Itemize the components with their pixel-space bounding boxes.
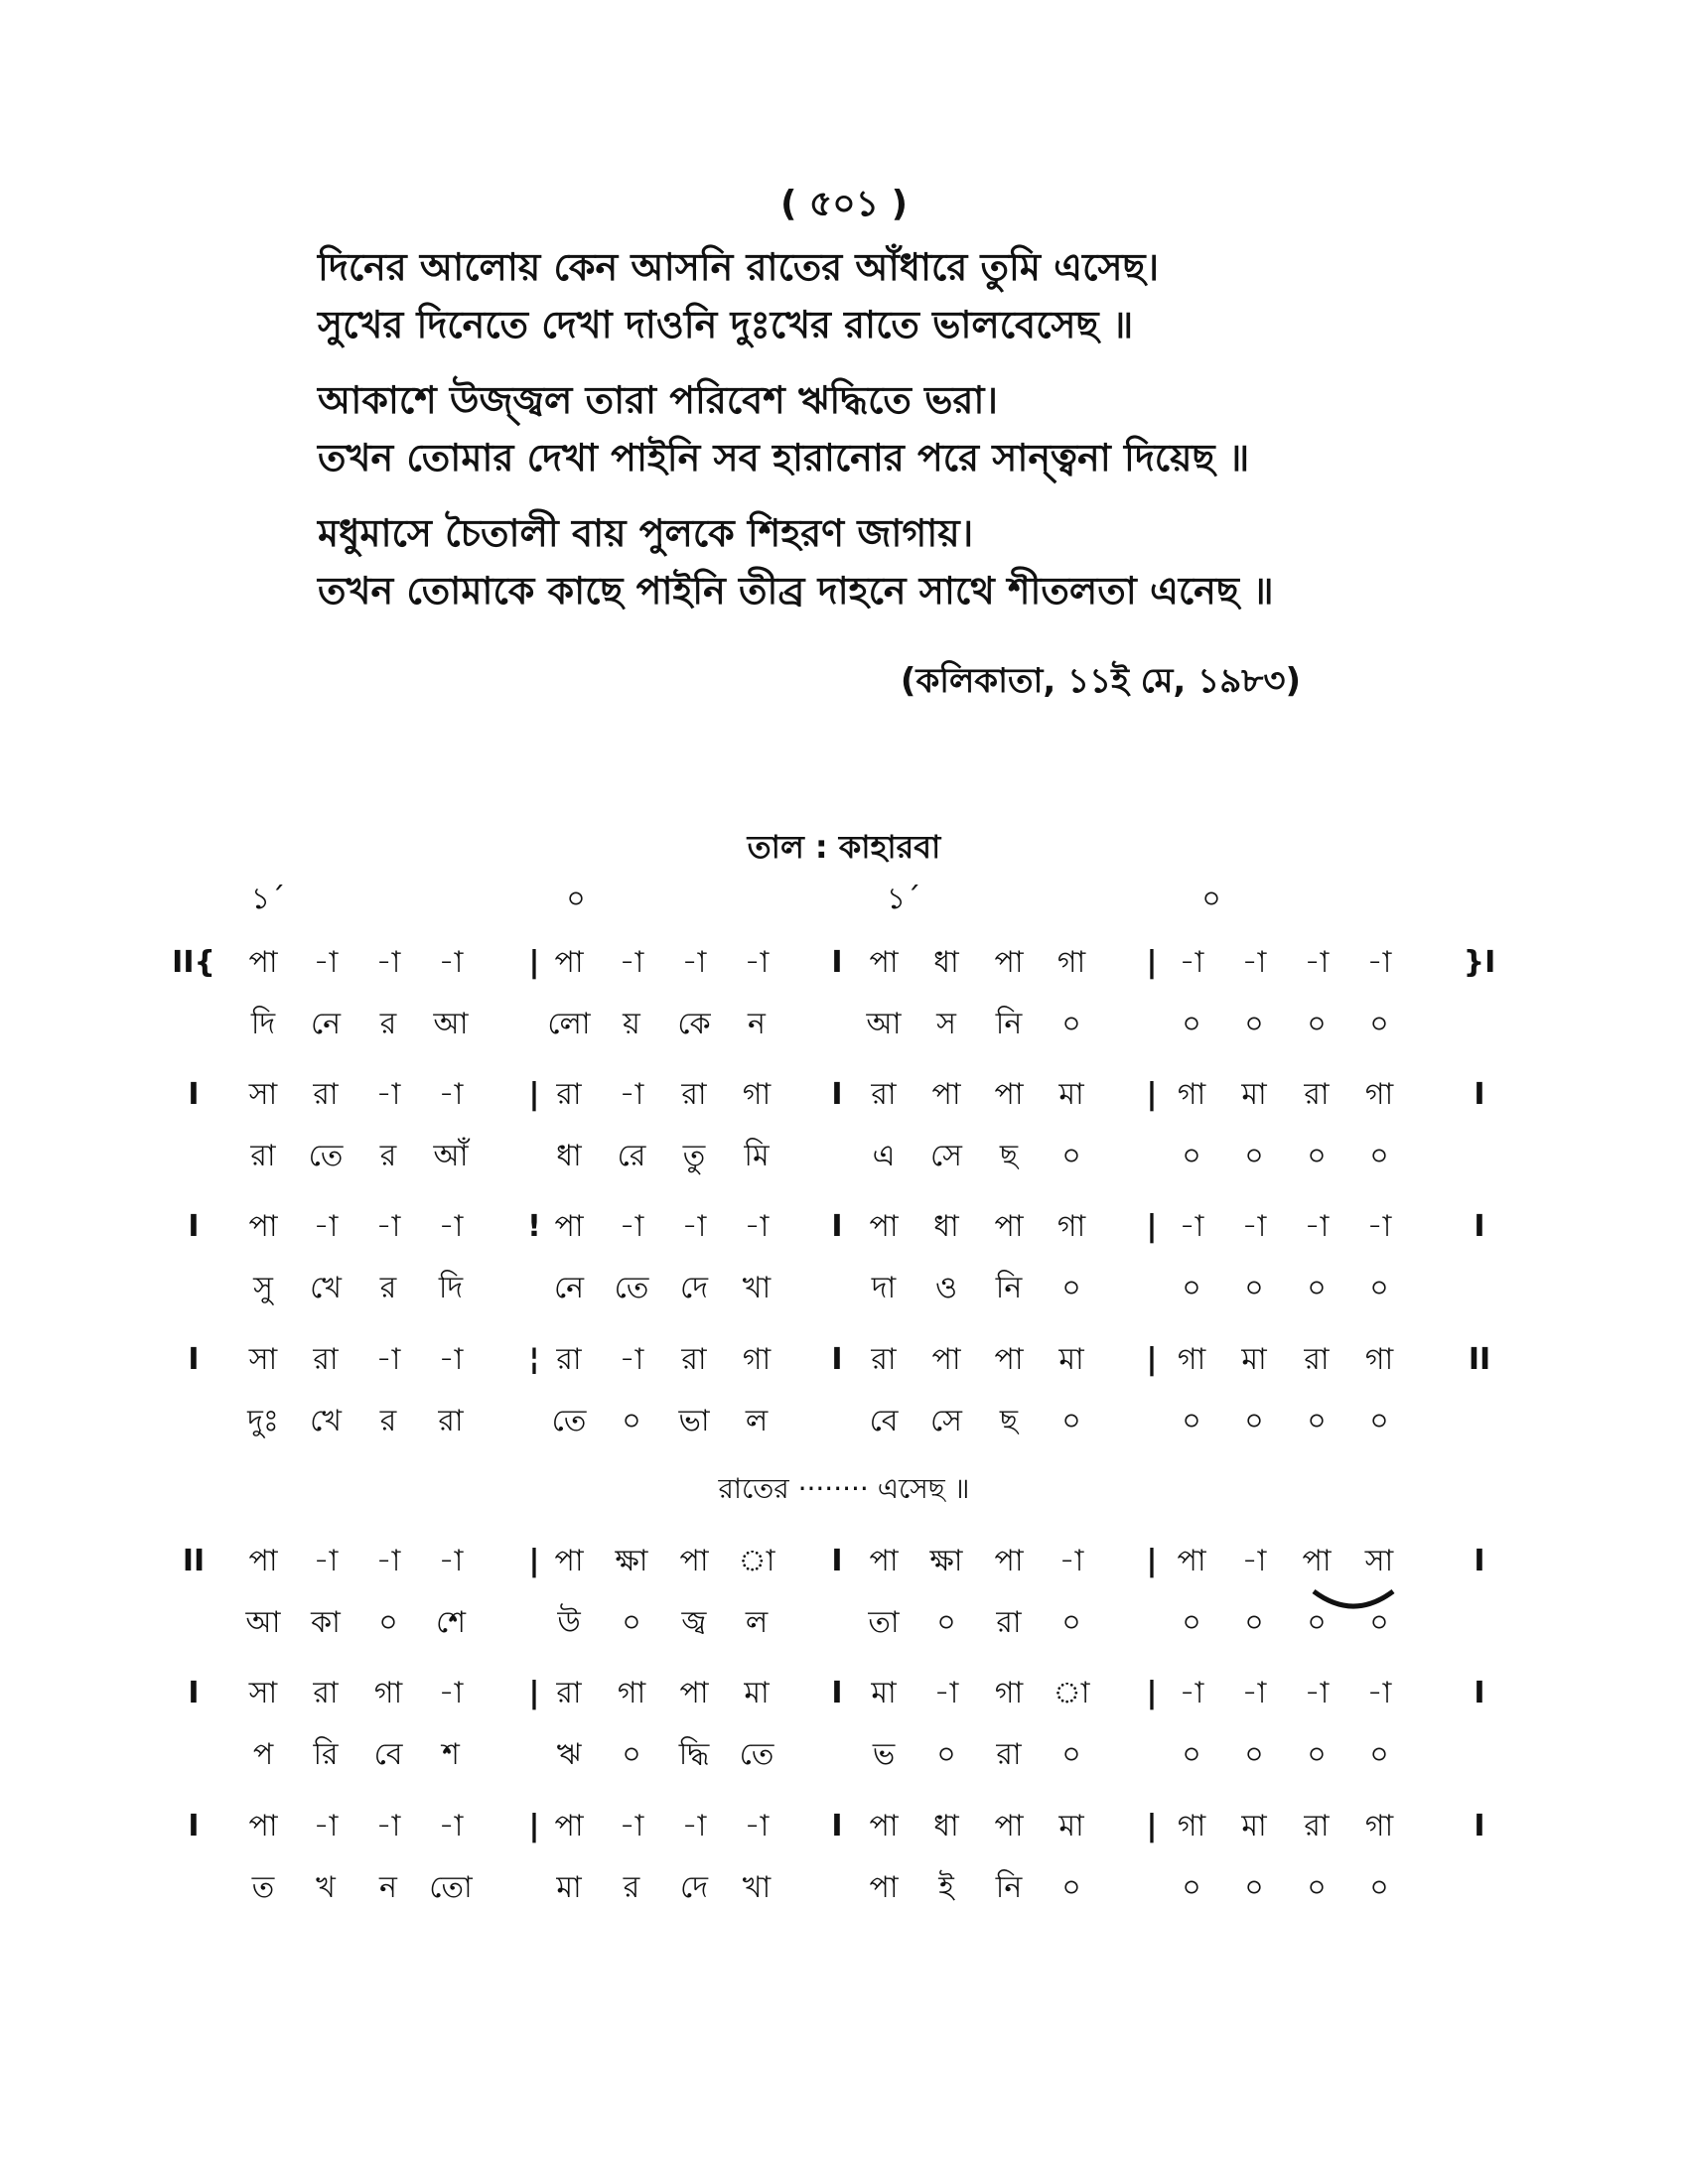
lyric-syllable: খা xyxy=(742,1271,772,1305)
swara-note: রা xyxy=(681,1077,707,1112)
swara-note: পা xyxy=(931,1077,961,1112)
swara-note: -া xyxy=(438,1676,464,1710)
swara-note: -া xyxy=(438,1077,464,1112)
swara-note: -া xyxy=(1179,1209,1204,1244)
swara-note: -া xyxy=(1058,1544,1084,1578)
swara-note: মা xyxy=(1241,1809,1267,1843)
measure-bar: I xyxy=(831,1209,843,1244)
row-end-bar: II xyxy=(1468,1342,1491,1377)
swara-note: -া xyxy=(1241,1676,1267,1710)
measure-bar: | xyxy=(1146,1809,1158,1843)
lyric-syllable: ধা xyxy=(556,1139,582,1173)
swara-note: গা xyxy=(1056,945,1086,980)
swara-note: রা xyxy=(556,1676,582,1710)
lyric-syllable: ভ xyxy=(872,1737,896,1772)
lyric-syllable: শ xyxy=(442,1737,460,1772)
lyric-syllable: ছ xyxy=(999,1404,1019,1438)
row-end-bar: I xyxy=(1474,1077,1485,1112)
lyric-syllable: ০ xyxy=(1307,1139,1327,1173)
swara-note: পা xyxy=(248,1544,278,1578)
swara-note: গা xyxy=(1177,1809,1206,1843)
lyric-syllable: ০ xyxy=(1182,1870,1201,1905)
swara-note: -া xyxy=(1366,1676,1392,1710)
lyric-syllable: ০ xyxy=(1369,1404,1389,1438)
lyric-syllable: জ্ব xyxy=(681,1605,707,1640)
swara-note: গা xyxy=(1364,1077,1394,1112)
swara-note: -া xyxy=(744,1209,770,1244)
lyric-syllable: মা xyxy=(556,1870,582,1905)
lyric-syllable: তু xyxy=(682,1139,706,1173)
lyric-syllable: উ xyxy=(557,1605,581,1640)
stanza xyxy=(318,371,1509,486)
lyric-syllable: দ্ধি xyxy=(678,1737,710,1772)
lyric-syllable: র xyxy=(623,1870,640,1905)
lyric-syllable: রা xyxy=(438,1404,464,1438)
lyric-syllable: ছ xyxy=(999,1139,1019,1173)
swara-note: রা xyxy=(1304,1077,1330,1112)
swara-note: মা xyxy=(1058,1077,1084,1112)
measure-bar: I xyxy=(831,1077,843,1112)
lyric-syllable: ০ xyxy=(1369,1139,1389,1173)
lyrics-block xyxy=(318,238,1509,637)
measure-bar: ¦ xyxy=(528,1342,540,1377)
swara-note: -া xyxy=(313,1544,339,1578)
lyric-line: তখন তোমার দেখা পাইনি সব হারানোর পরে সান্ত্বনা দিয়েছ ॥ xyxy=(318,436,1250,479)
swara-note: মা xyxy=(1058,1342,1084,1377)
swara-note: পা xyxy=(869,1544,899,1578)
lyric-syllable: আ xyxy=(245,1605,281,1640)
swara-note: -া xyxy=(1241,1209,1267,1244)
lyric-syllable: দা xyxy=(871,1271,897,1305)
slur-mark xyxy=(1309,1586,1398,1616)
swara-note: -া xyxy=(438,1209,464,1244)
swara-note: গা xyxy=(742,1342,772,1377)
swara-note: পা xyxy=(248,1809,278,1843)
swara-note: -া xyxy=(438,945,464,980)
lyric-syllable: আ xyxy=(433,1007,469,1041)
lyric-syllable: মি xyxy=(744,1139,770,1173)
swara-note: মা xyxy=(871,1676,897,1710)
measure-bar: | xyxy=(528,1676,540,1710)
swara-note: -া xyxy=(1304,1676,1330,1710)
swara-note: পা xyxy=(931,1342,961,1377)
lyric-syllable: খে xyxy=(310,1404,342,1438)
swara-note: -া xyxy=(375,1342,401,1377)
swara-note: রা xyxy=(681,1342,707,1377)
measure-bar: | xyxy=(1146,1342,1158,1377)
swara-note: ধা xyxy=(933,1809,959,1843)
lyric-syllable: ০ xyxy=(622,1605,641,1640)
lyric-syllable: বে xyxy=(373,1737,403,1772)
lyric-line: আকাশে উজ্জ্বল তারা পরিবেশ ঋদ্ধিতে ভরা। xyxy=(318,378,998,422)
lyric-syllable: ০ xyxy=(1307,1271,1327,1305)
lyric-syllable: ভা xyxy=(678,1404,710,1438)
lyric-syllable: তে xyxy=(614,1271,649,1305)
swara-note: -া xyxy=(1304,945,1330,980)
swara-note: পা xyxy=(554,945,584,980)
measure-bar: | xyxy=(1146,1676,1158,1710)
page-number: ( ৫০১ ) xyxy=(779,184,909,224)
lyric-syllable: ০ xyxy=(622,1737,641,1772)
lyric-syllable: ০ xyxy=(936,1737,956,1772)
lyric-syllable: ০ xyxy=(1182,1605,1201,1640)
lyric-syllable: ০ xyxy=(1182,1139,1201,1173)
swara-note: রা xyxy=(313,1077,339,1112)
row-start-bar: II xyxy=(182,1544,206,1578)
swara-note: রা xyxy=(313,1676,339,1710)
swara-note: -া xyxy=(619,1342,644,1377)
lyric-syllable: রে xyxy=(617,1139,646,1173)
swara-note: ধা xyxy=(933,1209,959,1244)
swara-note: -া xyxy=(313,1809,339,1843)
swara-note: -া xyxy=(1241,1544,1267,1578)
swara-note: পা xyxy=(1177,1544,1206,1578)
lyric-syllable: তে xyxy=(551,1404,587,1438)
swara-note: -া xyxy=(438,1809,464,1843)
stanza xyxy=(318,504,1509,619)
stanza xyxy=(318,238,1509,353)
measure-bar: I xyxy=(831,945,843,980)
swara-note: রা xyxy=(1304,1342,1330,1377)
lyric-syllable: ০ xyxy=(1244,1870,1264,1905)
lyric-syllable: ল xyxy=(745,1605,769,1640)
lyric-syllable: ই xyxy=(938,1870,954,1905)
swara-note: -া xyxy=(438,1342,464,1377)
lyric-syllable: পা xyxy=(869,1870,899,1905)
swara-note: গা xyxy=(1364,1342,1394,1377)
swara-note: মা xyxy=(1241,1342,1267,1377)
measure-bar: | xyxy=(1146,945,1158,980)
lyric-syllable: ০ xyxy=(622,1404,641,1438)
swara-note: রা xyxy=(871,1077,897,1112)
lyric-syllable: দি xyxy=(438,1271,464,1305)
swara-note: -া xyxy=(375,1077,401,1112)
measure-bar: I xyxy=(831,1676,843,1710)
place-date: (কলিকাতা, ১১ই মে, ১৯৮৩) xyxy=(900,661,1301,701)
swara-note: পা xyxy=(554,1809,584,1843)
swara-note: পা xyxy=(994,1209,1024,1244)
swara-note: রা xyxy=(556,1342,582,1377)
measure-bar: | xyxy=(1146,1077,1158,1112)
beat-marker: ০ xyxy=(566,882,586,916)
swara-note: গা xyxy=(617,1676,646,1710)
lyric-syllable: ০ xyxy=(1061,1870,1081,1905)
lyric-syllable: নে xyxy=(553,1271,585,1305)
swara-note: পা xyxy=(1302,1544,1332,1578)
lyric-syllable: সু xyxy=(253,1271,273,1305)
swara-note: -া xyxy=(375,1544,401,1578)
row-end-bar: I xyxy=(1474,1676,1485,1710)
row-end-bar: }I xyxy=(1463,945,1496,980)
row-end-bar: I xyxy=(1474,1809,1485,1843)
lyric-syllable: ০ xyxy=(1061,1605,1081,1640)
swara-note: -া xyxy=(438,1544,464,1578)
lyric-syllable: তা xyxy=(868,1605,900,1640)
swara-note: ক্ষা xyxy=(929,1544,963,1578)
lyric-syllable: ০ xyxy=(1061,1271,1081,1305)
swara-note: গা xyxy=(1177,1342,1206,1377)
swara-note: পা xyxy=(248,1209,278,1244)
lyric-syllable: নি xyxy=(995,1870,1023,1905)
swara-note: -া xyxy=(375,1209,401,1244)
row-end-bar: I xyxy=(1474,1209,1485,1244)
swara-note: -া xyxy=(1366,1209,1392,1244)
lyric-syllable: স xyxy=(936,1007,956,1041)
swara-note: া xyxy=(738,1544,775,1578)
swara-note: পা xyxy=(994,1809,1024,1843)
refrain-note: রাতের ········ এসেছ ॥ xyxy=(718,1472,970,1505)
lyric-syllable: বে xyxy=(869,1404,899,1438)
lyric-syllable: ন xyxy=(748,1007,766,1041)
swara-note: পা xyxy=(554,1209,584,1244)
swara-note: গা xyxy=(1177,1077,1206,1112)
lyric-syllable: ০ xyxy=(1369,1605,1389,1640)
lyric-syllable: র xyxy=(379,1404,397,1438)
lyric-syllable: ল xyxy=(745,1404,769,1438)
swara-note: সা xyxy=(248,1342,278,1377)
swara-note: -া xyxy=(681,1209,707,1244)
swara-note: পা xyxy=(679,1676,709,1710)
swara-note: পা xyxy=(994,1077,1024,1112)
row-start-bar: II{ xyxy=(172,945,215,980)
lyric-syllable: ০ xyxy=(1307,1737,1327,1772)
swara-note: -া xyxy=(744,945,770,980)
lyric-syllable: ০ xyxy=(1182,1007,1201,1041)
row-start-bar: I xyxy=(188,1209,200,1244)
swara-note: -া xyxy=(619,1209,644,1244)
swara-note: -া xyxy=(313,945,339,980)
swara-note: পা xyxy=(869,1809,899,1843)
swara-note: ক্ষা xyxy=(615,1544,648,1578)
measure-bar: I xyxy=(831,1809,843,1843)
measure-bar: ! xyxy=(527,1209,541,1244)
lyric-syllable: নে xyxy=(310,1007,342,1041)
lyric-syllable: এ xyxy=(872,1139,896,1173)
lyric-syllable: র xyxy=(379,1139,397,1173)
lyric-syllable: ০ xyxy=(936,1605,956,1640)
lyric-syllable: ০ xyxy=(1061,1404,1081,1438)
swara-note: মা xyxy=(744,1676,770,1710)
lyric-syllable: ০ xyxy=(1307,1605,1327,1640)
swara-note: পা xyxy=(554,1544,584,1578)
swara-note: রা xyxy=(556,1077,582,1112)
swara-note: সা xyxy=(248,1676,278,1710)
swara-note: রা xyxy=(313,1342,339,1377)
beat-marker: ১´ xyxy=(886,882,921,916)
lyric-syllable: দে xyxy=(680,1870,708,1905)
lyric-syllable: ০ xyxy=(1307,1007,1327,1041)
swara-note: -া xyxy=(744,1809,770,1843)
beat-marker: ১´ xyxy=(250,882,286,916)
swara-note: মা xyxy=(1241,1077,1267,1112)
swara-note: -া xyxy=(619,1077,644,1112)
swara-note: গা xyxy=(373,1676,403,1710)
swara-note: পা xyxy=(869,945,899,980)
measure-bar: | xyxy=(1146,1209,1158,1244)
swara-note: পা xyxy=(994,1342,1024,1377)
lyric-syllable: তো xyxy=(429,1870,473,1905)
swara-note: ধা xyxy=(933,945,959,980)
lyric-syllable: ০ xyxy=(1244,1404,1264,1438)
lyric-syllable: ০ xyxy=(378,1605,398,1640)
lyric-syllable: নি xyxy=(995,1271,1023,1305)
lyric-syllable: ০ xyxy=(1182,1404,1201,1438)
swara-note: -া xyxy=(1179,945,1204,980)
lyric-syllable: ও xyxy=(934,1271,958,1305)
lyric-syllable: রা xyxy=(996,1605,1022,1640)
lyric-line: তখন তোমাকে কাছে পাইনি তীব্র দাহনে সাথে শীতলতা এনেছ ॥ xyxy=(318,569,1274,613)
lyric-syllable: তে xyxy=(308,1139,344,1173)
lyric-syllable: ০ xyxy=(1061,1007,1081,1041)
swara-note: -া xyxy=(619,945,644,980)
lyric-syllable: য় xyxy=(623,1007,640,1041)
lyric-syllable: নি xyxy=(995,1007,1023,1041)
swara-note: -া xyxy=(681,1809,707,1843)
lyric-syllable: ০ xyxy=(1061,1737,1081,1772)
lyric-syllable: রা xyxy=(996,1737,1022,1772)
swara-note: রা xyxy=(1304,1809,1330,1843)
lyric-syllable: খ xyxy=(316,1870,336,1905)
tala-heading: তাল : কাহারবা xyxy=(747,828,941,866)
lyric-syllable: ত xyxy=(251,1870,275,1905)
lyric-syllable: সে xyxy=(930,1404,962,1438)
lyric-syllable: ০ xyxy=(1244,1605,1264,1640)
lyric-syllable: দে xyxy=(680,1271,708,1305)
lyric-syllable: ০ xyxy=(1307,1870,1327,1905)
measure-bar: | xyxy=(528,1809,540,1843)
lyric-syllable: দি xyxy=(250,1007,276,1041)
swara-note: সা xyxy=(1364,1544,1394,1578)
swara-note: পা xyxy=(679,1544,709,1578)
lyric-syllable: ০ xyxy=(1244,1139,1264,1173)
lyric-syllable: র xyxy=(379,1007,397,1041)
swara-note: পা xyxy=(994,1544,1024,1578)
swara-note: -া xyxy=(375,1809,401,1843)
lyric-syllable: ০ xyxy=(1182,1271,1201,1305)
lyric-line: সুখের দিনেতে দেখা দাওনি দুঃখের রাতে ভালবেসেছ ॥ xyxy=(318,303,1134,346)
lyric-syllable: লো xyxy=(547,1007,591,1041)
swara-note: সা xyxy=(248,1077,278,1112)
lyric-syllable: খা xyxy=(742,1870,772,1905)
lyric-syllable: ০ xyxy=(1369,1271,1389,1305)
beat-marker: ০ xyxy=(1201,882,1221,916)
lyric-syllable: রি xyxy=(313,1737,339,1772)
lyric-syllable: আ xyxy=(866,1007,902,1041)
measure-bar: | xyxy=(528,945,540,980)
lyric-line: দিনের আলোয় কেন আসনি রাতের আঁধারে তুমি এসেছ। xyxy=(318,245,1160,289)
lyric-syllable: ন xyxy=(379,1870,397,1905)
lyric-syllable: শে xyxy=(436,1605,466,1640)
row-start-bar: I xyxy=(188,1077,200,1112)
lyric-syllable: ০ xyxy=(1244,1271,1264,1305)
swara-note: -া xyxy=(1304,1209,1330,1244)
swara-note: -া xyxy=(619,1809,644,1843)
lyric-syllable: সে xyxy=(930,1139,962,1173)
swara-note: -া xyxy=(1179,1676,1204,1710)
lyric-syllable: ০ xyxy=(1244,1737,1264,1772)
row-start-bar: I xyxy=(188,1809,200,1843)
lyric-syllable: ০ xyxy=(1307,1404,1327,1438)
row-end-bar: I xyxy=(1474,1544,1485,1578)
lyric-syllable: দুঃ xyxy=(247,1404,279,1438)
swara-note: পা xyxy=(994,945,1024,980)
measure-bar: | xyxy=(1146,1544,1158,1578)
row-start-bar: I xyxy=(188,1676,200,1710)
lyric-syllable: কে xyxy=(677,1007,711,1041)
swara-note: পা xyxy=(248,945,278,980)
swara-note: গা xyxy=(1056,1209,1086,1244)
lyric-syllable: ঋ xyxy=(556,1737,582,1772)
measure-bar: I xyxy=(831,1544,843,1578)
lyric-syllable: ০ xyxy=(1061,1139,1081,1173)
row-start-bar: I xyxy=(188,1342,200,1377)
swara-note: পা xyxy=(869,1209,899,1244)
lyric-syllable: ০ xyxy=(1244,1007,1264,1041)
lyric-line: মধুমাসে চৈতালী বায় পুলকে শিহরণ জাগায়। xyxy=(318,511,974,555)
lyric-syllable: ০ xyxy=(1369,1737,1389,1772)
swara-note: মা xyxy=(1058,1809,1084,1843)
lyric-syllable: ০ xyxy=(1182,1737,1201,1772)
swara-note: রা xyxy=(871,1342,897,1377)
measure-bar: | xyxy=(528,1077,540,1112)
swara-note: গা xyxy=(994,1676,1024,1710)
lyric-syllable: খে xyxy=(310,1271,342,1305)
measure-bar: | xyxy=(528,1544,540,1578)
lyric-syllable: ০ xyxy=(1369,1007,1389,1041)
lyric-syllable: র xyxy=(379,1271,397,1305)
swara-note: -া xyxy=(681,945,707,980)
swara-note: -া xyxy=(375,945,401,980)
lyric-syllable: আঁ xyxy=(433,1139,469,1173)
swara-note: গা xyxy=(1364,1809,1394,1843)
lyric-syllable: কা xyxy=(311,1605,341,1640)
lyric-syllable: প xyxy=(252,1737,274,1772)
swara-note: া xyxy=(1053,1676,1090,1710)
lyric-syllable: তে xyxy=(739,1737,774,1772)
swara-note: -া xyxy=(933,1676,959,1710)
swara-note: -া xyxy=(1241,945,1267,980)
measure-bar: I xyxy=(831,1342,843,1377)
swara-note: গা xyxy=(742,1077,772,1112)
swara-note: -া xyxy=(1366,945,1392,980)
swara-note: -া xyxy=(313,1209,339,1244)
lyric-syllable: ০ xyxy=(1369,1870,1389,1905)
lyric-syllable: রা xyxy=(250,1139,276,1173)
